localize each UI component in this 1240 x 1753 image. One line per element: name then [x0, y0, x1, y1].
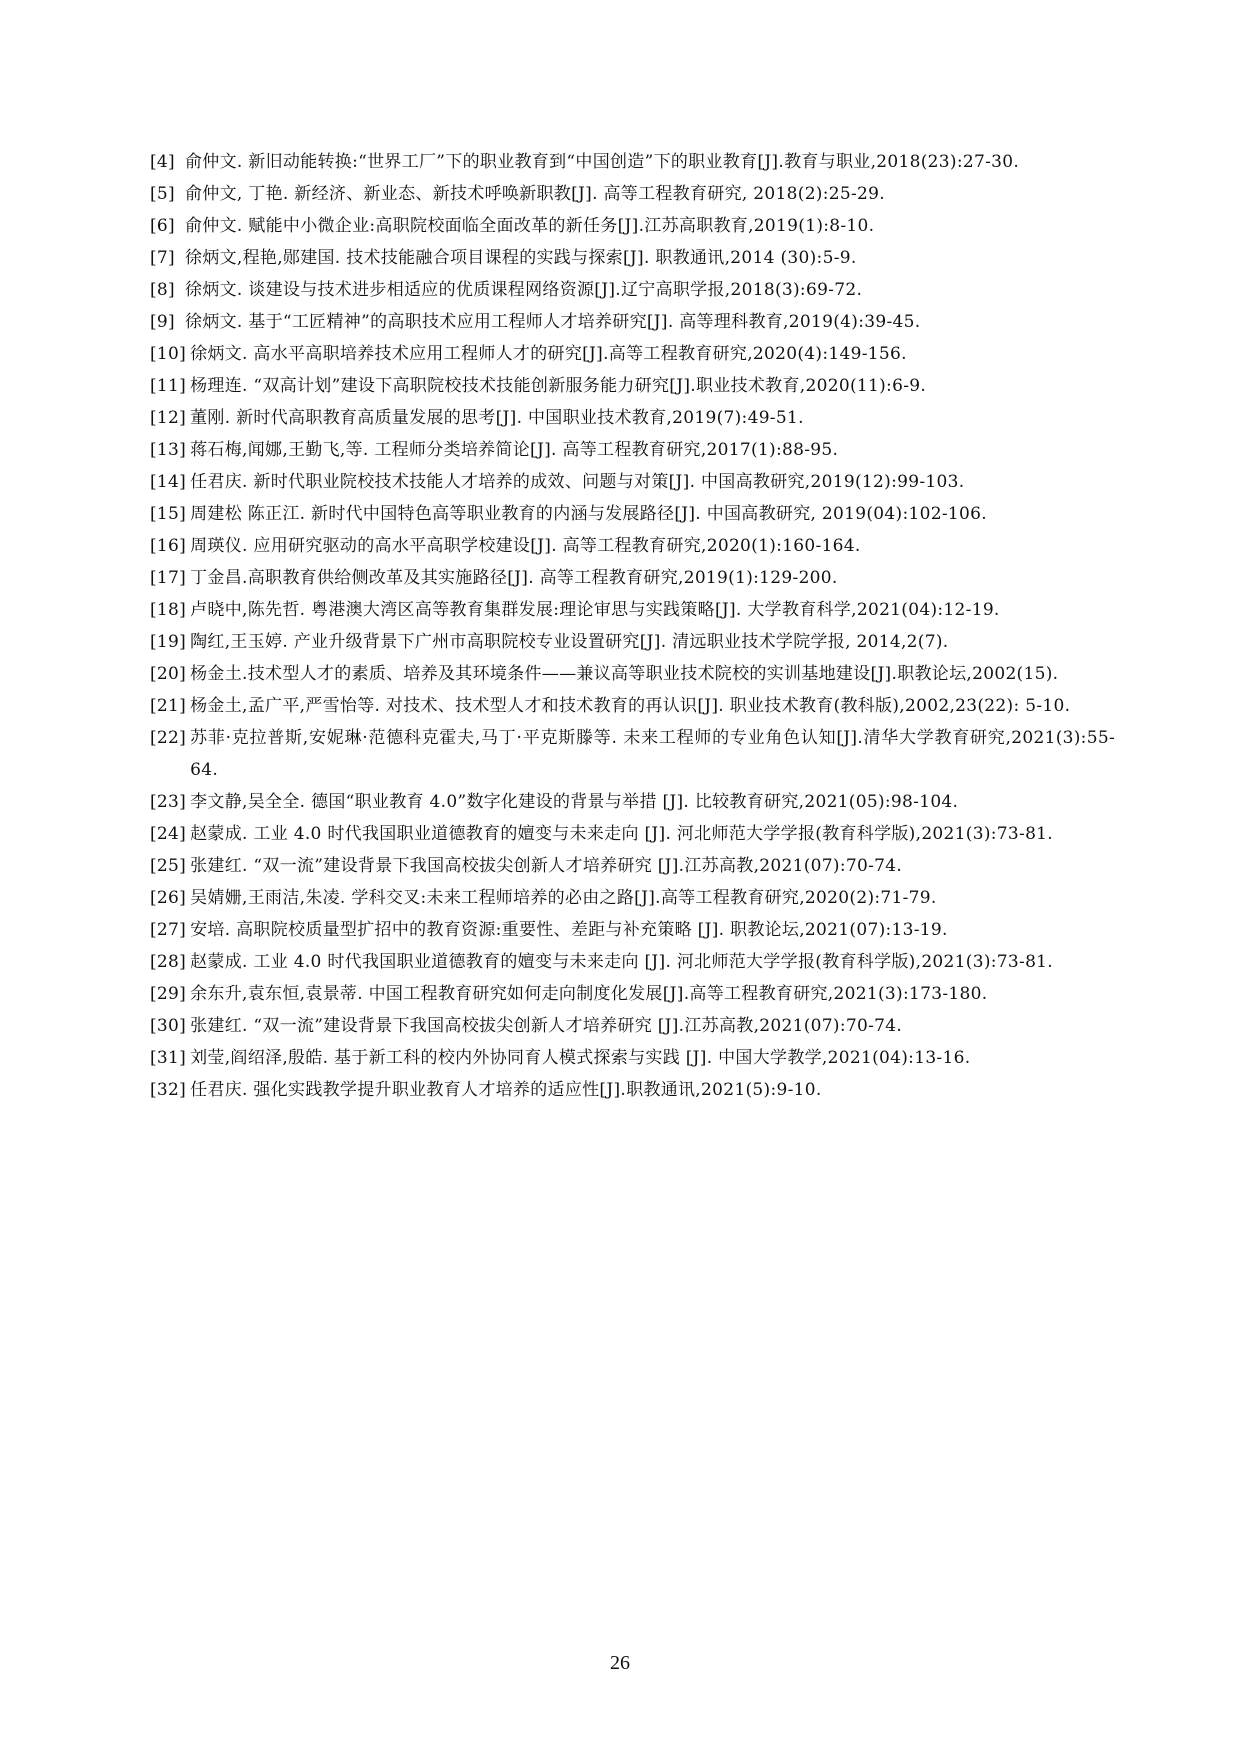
reference-item [150, 306, 1115, 338]
reference-number: [29] [150, 984, 187, 1004]
reference-number: [22] [150, 728, 187, 748]
reference-item [150, 498, 1115, 530]
reference-text: 余东升,袁东恒,袁景蒂. 中国工程教育研究如何走向制度化发展[J].高等工程教育研究,2021(3):173-180. [190, 984, 988, 1004]
reference-text: 蒋石梅,闻娜,王勤飞,等. 工程师分类培养简论[J]. 高等工程教育研究,2017(1):88-95. [190, 440, 839, 460]
reference-text: 卢晓中,陈先哲. 粤港澳大湾区高等教育集群发展:理论审思与实践策略[J]. 大学教育科学,2021(04):12-19. [190, 600, 1000, 620]
reference-item [150, 402, 1115, 434]
reference-text: 俞仲文, 丁艳. 新经济、新业态、新技术呼唤新职教[J]. 高等工程教育研究, 2018(2):25-29. [184, 184, 885, 204]
reference-text: 徐炳文. 谈建设与技术进步相适应的优质课程网络资源[J].辽宁高职学报,2018(3):69-72. [184, 280, 863, 300]
reference-item [150, 562, 1115, 594]
reference-text: 任君庆. 新时代职业院校技术技能人才培养的成效、问题与对策[J]. 中国高教研究,2019(12):99-103. [190, 472, 965, 492]
reference-item [150, 658, 1115, 690]
reference-text: 杨金土.技术型人才的素质、培养及其环境条件——兼议高等职业技术院校的实训基地建设[J].职教论坛,2002(15). [190, 664, 1059, 684]
reference-item [150, 370, 1115, 402]
reference-text: 丁金昌.高职教育供给侧改革及其实施路径[J]. 高等工程教育研究,2019(1):129-200. [190, 568, 838, 588]
reference-item [150, 850, 1115, 882]
reference-number: [15] [150, 504, 187, 524]
reference-number: [23] [150, 792, 187, 812]
reference-item [150, 274, 1115, 306]
reference-item [150, 626, 1115, 658]
reference-item [150, 946, 1115, 978]
reference-text: 杨金土,孟广平,严雪怡等. 对技术、技术型人才和技术教育的再认识[J]. 职业技术教育(教科版),2002,23(22): 5-10. [190, 696, 1071, 716]
reference-number: [5] [150, 184, 175, 204]
reference-number: [24] [150, 824, 187, 844]
reference-item [150, 722, 1115, 786]
reference-number: [16] [150, 536, 187, 556]
reference-text: 董刚. 新时代高职教育高质量发展的思考[J]. 中国职业技术教育,2019(7):49-51. [190, 408, 804, 428]
reference-number: [26] [150, 888, 187, 908]
reference-number: [12] [150, 408, 187, 428]
reference-item [150, 338, 1115, 370]
reference-text: 赵蒙成. 工业 4.0 时代我国职业道德教育的嬗变与未来走向 [J]. 河北师范大学学报(教育科学版),2021(3):73-81. [190, 952, 1054, 972]
reference-number: [14] [150, 472, 187, 492]
reference-item [150, 978, 1115, 1010]
reference-text: 苏菲·克拉普斯,安妮琳·范德科克霍夫,马丁·平克斯滕等. 未来工程师的专业角色认知[J].清华大学教育研究,2021(3):55-64. [190, 728, 1115, 780]
reference-number: [10] [150, 344, 187, 364]
reference-text: 安培. 高职院校质量型扩招中的教育资源:重要性、差距与补充策略 [J]. 职教论坛,2021(07):13-19. [190, 920, 948, 940]
reference-item [150, 530, 1115, 562]
reference-number: [11] [150, 376, 187, 396]
reference-number: [30] [150, 1016, 187, 1036]
reference-item [150, 1042, 1115, 1074]
reference-text: 周建松 陈正江. 新时代中国特色高等职业教育的内涵与发展路径[J]. 中国高教研究, 2019(04):102-106. [190, 504, 987, 524]
reference-text: 周瑛仪. 应用研究驱动的高水平高职学校建设[J]. 高等工程教育研究,2020(1):160-164. [190, 536, 861, 556]
reference-text: 张建红. “双一流”建设背景下我国高校拔尖创新人才培养研究 [J].江苏高教,2021(07):70-74. [190, 1016, 903, 1036]
reference-number: [7] [150, 248, 175, 268]
reference-text: 杨理连. “双高计划”建设下高职院校技术技能创新服务能力研究[J].职业技术教育,2020(11):6-9. [190, 376, 927, 396]
reference-text: 陶红,王玉婷. 产业升级背景下广州市高职院校专业设置研究[J]. 清远职业技术学院学报, 2014,2(7). [190, 632, 949, 652]
reference-item [150, 818, 1115, 850]
reference-item [150, 434, 1115, 466]
reference-text: 任君庆. 强化实践教学提升职业教育人才培养的适应性[J].职教通讯,2021(5):9-10. [190, 1080, 822, 1100]
reference-text: 李文静,吴全全. 德国“职业教育 4.0”数字化建设的背景与举措 [J]. 比较教育研究,2021(05):98-104. [190, 792, 959, 812]
reference-item [150, 178, 1115, 210]
reference-text: 徐炳文. 基于“工匠精神”的高职技术应用工程师人才培养研究[J]. 高等理科教育,2019(4):39-45. [184, 312, 921, 332]
reference-item [150, 914, 1115, 946]
reference-number: [31] [150, 1048, 187, 1068]
reference-item [150, 146, 1115, 178]
reference-number: [8] [150, 280, 175, 300]
reference-number: [28] [150, 952, 187, 972]
reference-item [150, 594, 1115, 626]
reference-number: [9] [150, 312, 175, 332]
reference-item [150, 1010, 1115, 1042]
reference-item [150, 1074, 1115, 1106]
reference-text: 赵蒙成. 工业 4.0 时代我国职业道德教育的嬗变与未来走向 [J]. 河北师范大学学报(教育科学版),2021(3):73-81. [190, 824, 1054, 844]
reference-number: [25] [150, 856, 187, 876]
reference-number: [32] [150, 1080, 187, 1100]
reference-number: [18] [150, 600, 187, 620]
reference-text: 俞仲文. 赋能中小微企业:高职院校面临全面改革的新任务[J].江苏高职教育,2019(1):8-10. [184, 216, 875, 236]
reference-number: [6] [150, 216, 175, 236]
reference-item [150, 690, 1115, 722]
reference-item [150, 242, 1115, 274]
page-number: 26 [610, 1652, 630, 1674]
reference-item [150, 882, 1115, 914]
reference-number: [19] [150, 632, 187, 652]
reference-item [150, 466, 1115, 498]
reference-number: [13] [150, 440, 187, 460]
reference-text: 吴婧姗,王雨洁,朱凌. 学科交叉:未来工程师培养的必由之路[J].高等工程教育研究,2020(2):71-79. [190, 888, 937, 908]
reference-number: [27] [150, 920, 187, 940]
reference-item [150, 210, 1115, 242]
reference-number: [20] [150, 664, 187, 684]
reference-item [150, 786, 1115, 818]
reference-text: 张建红. “双一流”建设背景下我国高校拔尖创新人才培养研究 [J].江苏高教,2021(07):70-74. [190, 856, 903, 876]
reference-number: [17] [150, 568, 187, 588]
reference-text: 刘莹,阎绍泽,殷皓. 基于新工科的校内外协同育人模式探索与实践 [J]. 中国大学教学,2021(04):13-16. [190, 1048, 971, 1068]
reference-text: 徐炳文,程艳,郧建国. 技术技能融合项目课程的实践与探索[J]. 职教通讯,2014 (30):5-9. [184, 248, 857, 268]
reference-text: 徐炳文. 高水平高职培养技术应用工程师人才的研究[J].高等工程教育研究,2020(4):149-156. [190, 344, 907, 364]
reference-list [150, 146, 1115, 1106]
reference-number: [21] [150, 696, 187, 716]
reference-text: 俞仲文. 新旧动能转换:“世界工厂”下的职业教育到“中国创造”下的职业教育[J].教育与职业,2018(23):27-30. [184, 152, 1020, 172]
reference-number: [4] [150, 152, 175, 172]
